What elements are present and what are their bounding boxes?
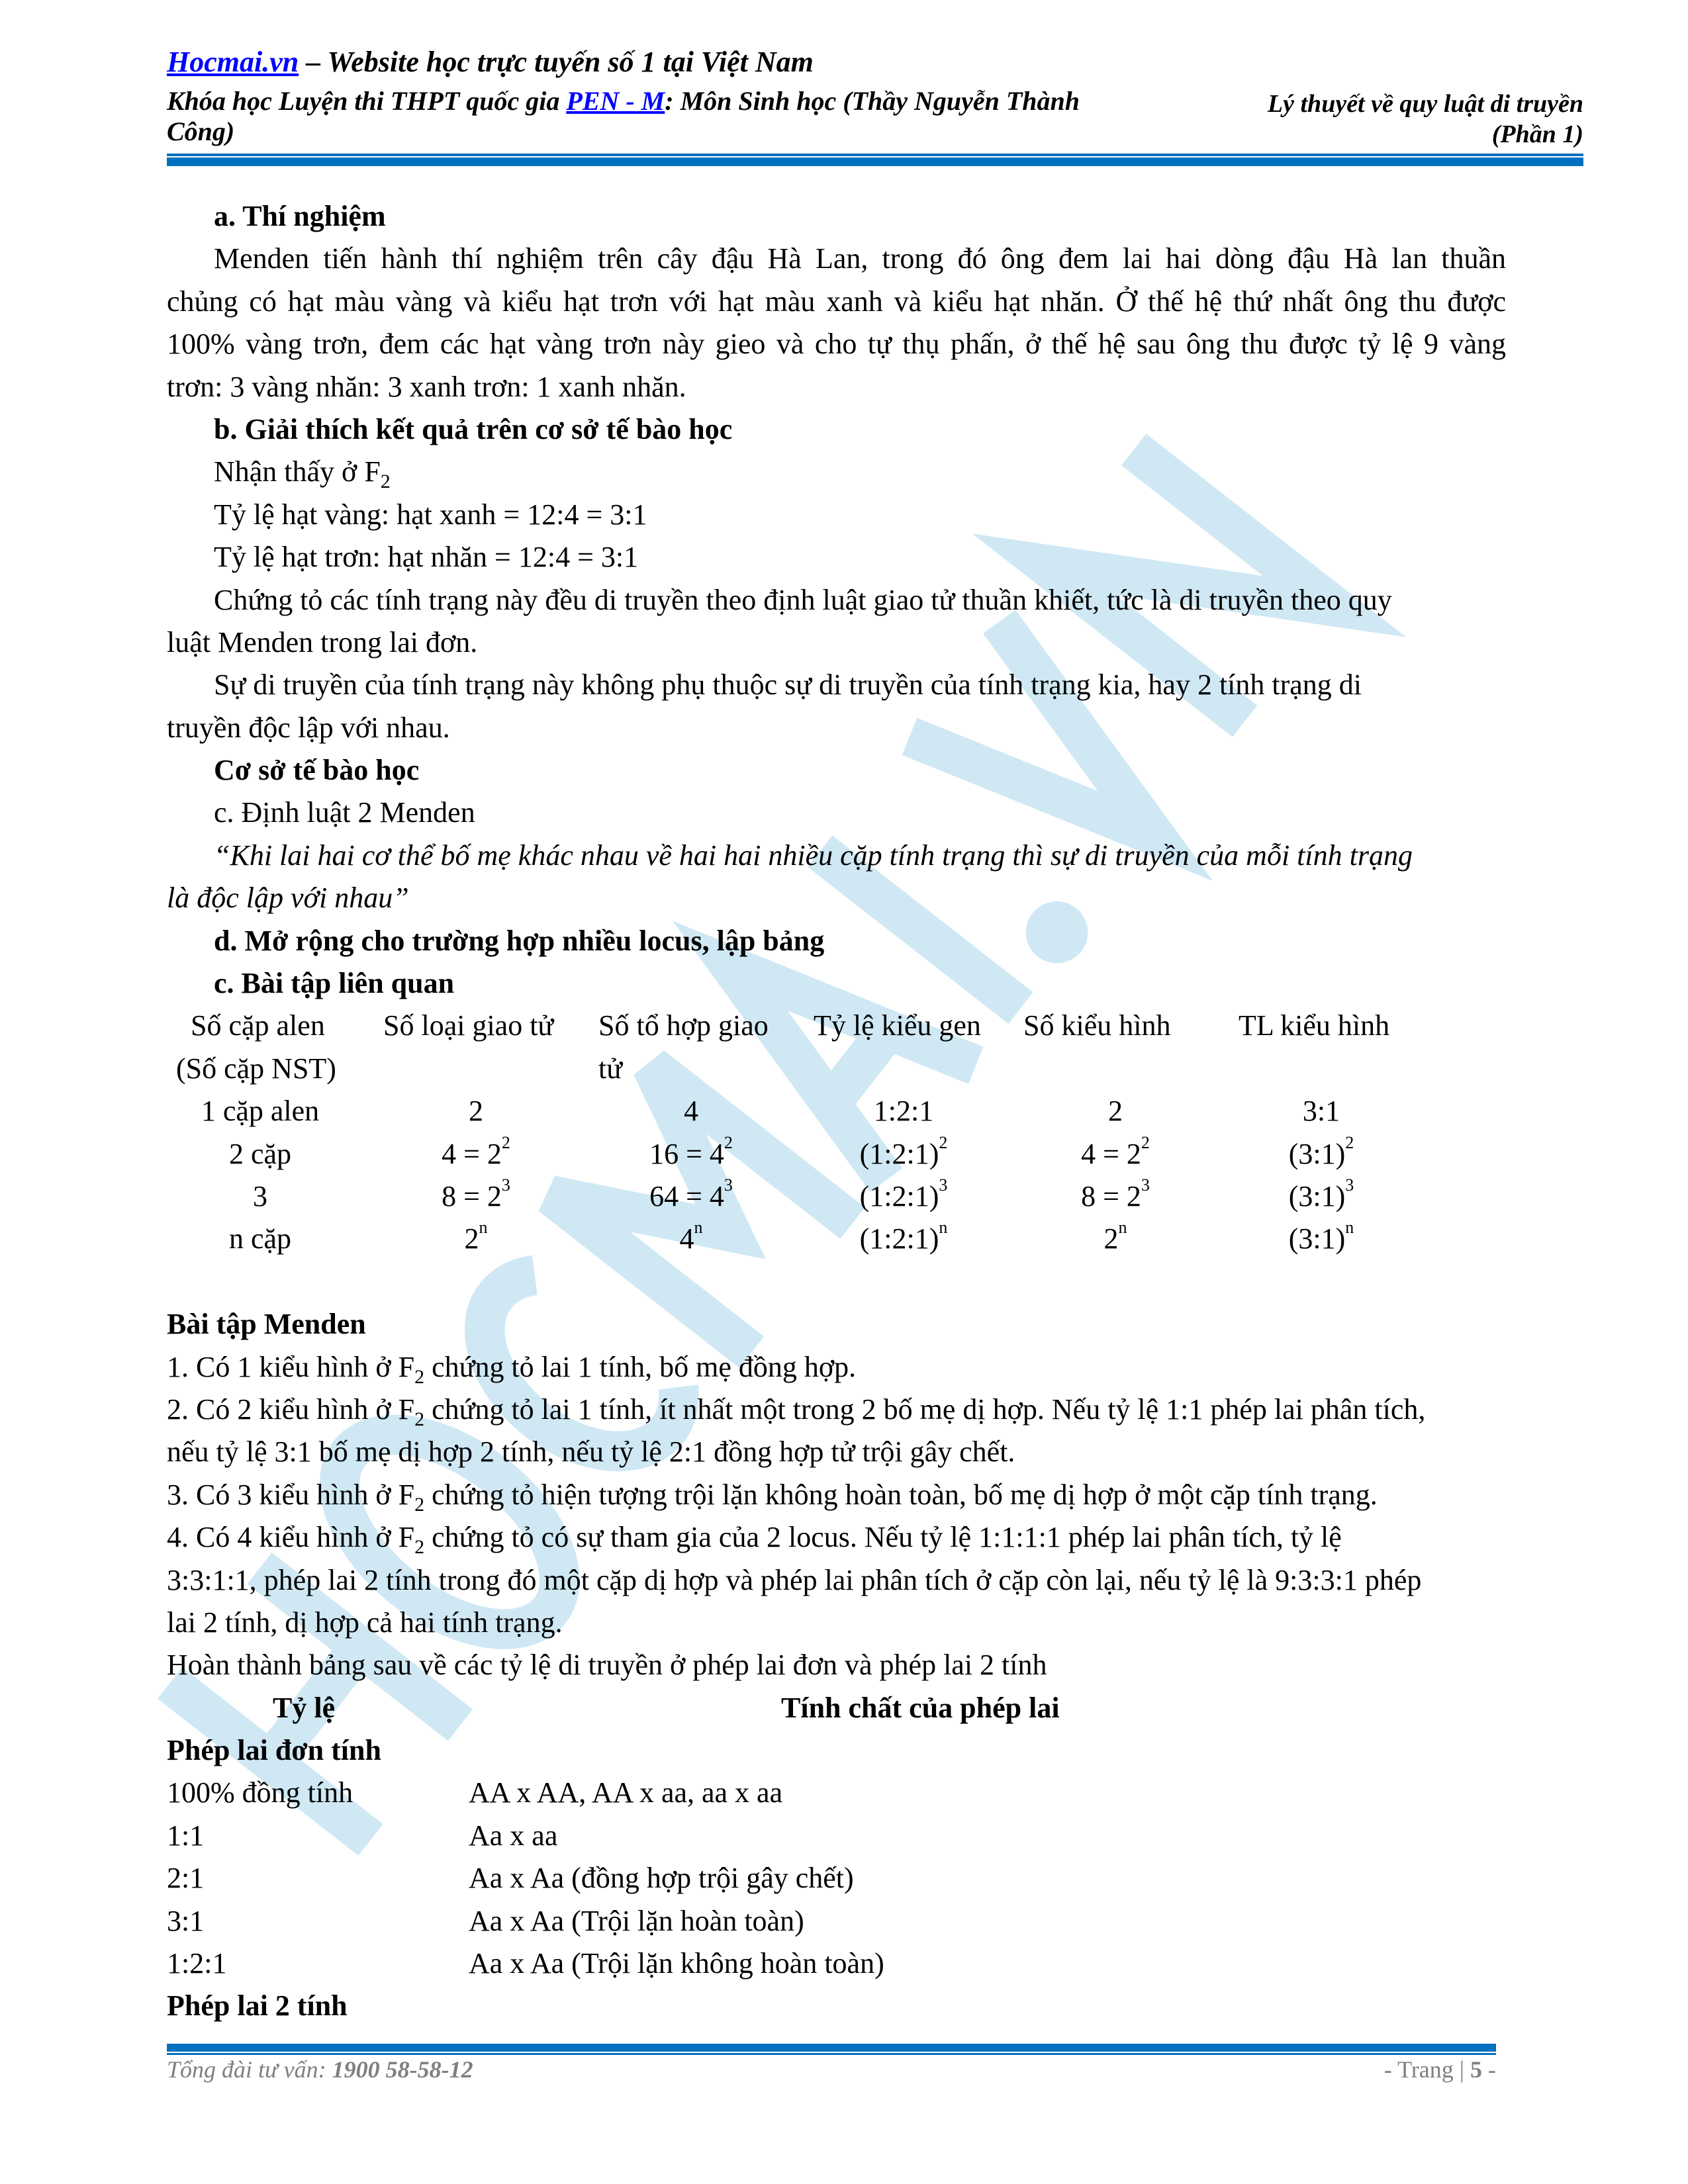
table-cell [1289,1133,1354,1175]
topic-line2: (Phần 1) [1491,120,1583,148]
para-text: 100% vàng trơn, đem các hạt vàng trơn này gieo và cho tự thụ phấn, ở thế hệ sau ông thu được tỷ lệ 9 vàng [167,328,1506,361]
sub: 2 [414,1535,425,1558]
cell-value: 2 cặp [228,1137,292,1170]
exercise-item [0,1388,1688,1431]
cross-description: Aa x aa [469,1819,558,1852]
table-cell [649,1175,733,1218]
sub: 2 [414,1408,425,1430]
header-course [167,86,1147,147]
text: chứng tỏ lai 1 tính, bố mẹ đồng hợp. [424,1350,857,1383]
text: chứng tỏ có sự tham gia của 2 locus. Nếu tỷ lệ 1:1:1:1 phép lai phân tích, tỷ lệ [424,1521,1342,1554]
cell-exponent: 2 [724,1132,733,1152]
section-a-title: a. Thí nghiệm [214,200,386,232]
cell-exponent: 2 [501,1132,510,1152]
cross-description: AA x AA, AA x aa, aa x aa [469,1776,783,1809]
footer-hotline [167,2056,473,2083]
cross-row [0,1900,1688,1942]
para-line: Chứng tỏ các tính trạng này đều di truyền theo định luật giao tử thuần khiết, tức là di truyền theo quy [214,583,1392,616]
page-suffix: - [1482,2056,1496,2083]
cell-value: 4 [679,1222,694,1255]
cell-exponent: n [939,1218,948,1238]
footer-divider [167,2044,1496,2052]
header-site-line [167,45,814,79]
footer-divider-thin [167,2053,1496,2055]
para-text: Menden tiến hành thí nghiệm trên cây đậu Hà Lan, trong đó ông đem lai hai dòng đậu Hà lan thuần [214,242,1506,275]
cell-exponent: 2 [939,1132,948,1152]
para-line: trơn: 3 vàng nhăn: 3 xanh trơn: 1 xanh nhăn. [167,370,686,403]
para-line [0,281,1688,323]
cell-exponent: 3 [939,1175,948,1195]
section-b-title: b. Giải thích kết quả trên cơ sở tế bào học [214,412,733,445]
para-line: luật Menden trong lai đơn. [167,625,478,659]
cell-exponent: 3 [1345,1175,1354,1195]
cell-exponent: n [694,1218,703,1238]
cross-description: Aa x Aa (đồng hợp trội gây chết) [469,1862,854,1895]
cross-row [0,1772,1688,1814]
table-cell [469,1090,483,1132]
table-cell [1108,1090,1123,1132]
cell-exponent: n [1345,1218,1354,1238]
cell-value: (3:1) [1288,1137,1346,1170]
cell-value: 8 = 2 [1081,1179,1141,1212]
quote-line: “Khi lai hai cơ thể bố mẹ khác nhau về hai hai nhiều cặp tính trạng thì sự di truyền của mỗi tính trạng [214,839,1413,872]
cytology-title: Cơ sở tế bào học [214,754,420,787]
table-cell [229,1133,291,1175]
hocmai-link[interactable]: Hocmai.vn [167,46,299,78]
cell-exponent: 3 [1141,1175,1150,1195]
table-header-row [0,1005,1688,1047]
table-header: tử [598,1052,623,1085]
cross-description: Aa x Aa (Trội lặn hoàn toàn) [469,1904,804,1937]
cell-value: 1:2:1 [873,1095,934,1128]
table-cell [860,1218,948,1260]
exercise-line: 3:3:1:1, phép lai 2 tính trong đó một cặp dị hợp và phép lai phân tích ở cặp còn lại, nếu tỷ lệ là 9:3:3:1 phép [167,1563,1422,1596]
table-header: Số tổ hợp giao [598,1009,769,1042]
table-cell [253,1175,267,1218]
table-cell [229,1218,291,1260]
cross-table-header [0,1687,1688,1729]
table-cell [1081,1133,1150,1175]
table-header: Tỷ lệ kiểu gen [814,1009,981,1042]
table-cell [1081,1175,1150,1218]
cell-exponent: 3 [724,1175,733,1195]
cell-value: (1:2:1) [859,1179,939,1212]
para-line [0,323,1688,365]
table-cell [1303,1090,1340,1132]
table-header: Số kiểu hình [1023,1009,1171,1042]
table-cell [1104,1218,1127,1260]
table-cell [442,1175,510,1218]
exercise-item [0,1474,1688,1516]
text: 2. Có 2 kiểu hình ở F [167,1392,415,1426]
table-row [0,1133,1688,1175]
cell-value: (1:2:1) [859,1137,939,1170]
para-line [0,238,1688,280]
ratio: 3:1 [167,1904,205,1937]
cell-value: (3:1) [1288,1222,1346,1255]
quote-line: là độc lập với nhau” [167,882,409,915]
table-cell [860,1175,948,1218]
header-property: Tính chất của phép lai [781,1691,1060,1724]
cell-value: 4 [684,1095,698,1128]
header-tagline: – Website học trực tuyến số 1 tại Việt Nam [299,46,814,78]
exercise-item [0,1516,1688,1559]
cell-value: 1 cặp alen [201,1095,320,1128]
exercise-line: lai 2 tính, dị hợp cả hai tính trạng. [167,1606,563,1639]
header-divider-thin [167,154,1583,156]
table-header: (Số cặp NST) [176,1052,336,1085]
table-header: Số cặp alen [191,1009,325,1042]
table-cell [442,1133,510,1175]
law-title: c. Định luật 2 Menden [214,796,475,829]
table-header-row [0,1048,1688,1090]
f2-note [0,451,1688,493]
topic-line1: Lý thuyết về quy luật di truyền [1267,90,1583,118]
table-header: Số loại giao tử [383,1009,554,1042]
table-row [0,1090,1688,1132]
table-cell [1289,1218,1354,1260]
ratio: 1:1 [167,1819,205,1852]
text: 4. Có 4 kiểu hình ở F [167,1521,415,1554]
page-number: 5 [1470,2056,1482,2083]
para-line: Sự di truyền của tính trạng này không phụ thuộc sự di truyền của tính trạng kia, hay 2 tính trạng di [214,668,1362,702]
para-line: truyền độc lập với nhau. [167,711,450,744]
table-cell [680,1218,703,1260]
text: chứng tỏ hiện tượng trội lặn không hoàn toàn, bố mẹ dị hợp ở một cặp tính trạng. [424,1478,1378,1511]
f2-text: Nhận thấy ở F [214,455,381,488]
table-row [0,1218,1688,1260]
spacer [0,1261,1688,1303]
course-suffix: : Môn Sinh học (Thầy Nguyễn Thành Công) [167,86,1080,146]
cell-value: 8 = 2 [442,1179,502,1212]
cross-description: Aa x Aa (Trội lặn không hoàn toàn) [469,1947,884,1980]
para-text: chủng có hạt màu vàng và kiểu hạt trơn với hạt màu xanh và kiểu hạt nhăn. Ở thế hệ thứ nhất ông thu được [167,285,1506,318]
cross-row [0,1857,1688,1899]
text: 1. Có 1 kiểu hình ở F [167,1350,415,1383]
section-d-title: d. Mở rộng cho trường hợp nhiều locus, lập bảng [214,924,825,957]
cell-exponent: n [1118,1218,1127,1238]
table-cell [201,1090,319,1132]
cell-value: 2 [464,1222,479,1255]
page-prefix: - Trang | [1383,2056,1470,2083]
header-divider [167,158,1583,166]
cell-value: 2 [1108,1095,1123,1128]
table-cell [860,1133,948,1175]
table-row [0,1175,1688,1218]
section-c2-title: c. Bài tập liên quan [214,967,455,1000]
group-single: Phép lai đơn tính [167,1734,381,1767]
cell-value: 4 = 2 [442,1137,502,1170]
cell-exponent: 3 [501,1175,510,1195]
ratio: 2:1 [167,1862,205,1895]
cell-value: 2 [1103,1222,1119,1255]
text: chứng tỏ lai 1 tính, ít nhất một trong 2 bố mẹ dị hợp. Nếu tỷ lệ 1:1 phép lai phân tích, [424,1392,1426,1426]
f2-sub: 2 [380,471,391,493]
cell-value: 3:1 [1302,1095,1340,1128]
ratio: 1:2:1 [167,1947,227,1980]
cross-row [0,1815,1688,1857]
table-cell [1289,1175,1354,1218]
table-cell [684,1090,698,1132]
cell-exponent: 2 [1345,1132,1354,1152]
ratio-shape: Tỷ lệ hạt trơn: hạt nhăn = 12:4 = 3:1 [214,541,639,574]
ratio: 100% đồng tính [167,1776,353,1809]
exercises-title: Bài tập Menden [167,1308,366,1341]
cell-value: 16 = 4 [649,1137,724,1170]
hotline-label: Tổng đài tư vấn: [167,2056,332,2083]
cell-value: 3 [253,1179,267,1212]
cell-value: 2 [469,1095,483,1128]
ratio-color: Tỷ lệ hạt vàng: hạt xanh = 12:4 = 3:1 [214,498,647,531]
document-body [0,195,1688,2028]
cell-value: 4 = 2 [1081,1137,1141,1170]
header-ratio: Tỷ lệ [273,1691,336,1724]
footer-page [1384,2056,1496,2083]
header-topic [1268,89,1583,150]
cross-row [0,1942,1688,1985]
exercise-item [0,1346,1688,1388]
complete-instruction: Hoàn thành bảng sau về các tỷ lệ di truyền ở phép lai đơn và phép lai 2 tính [167,1649,1047,1682]
cell-value: n cặp [228,1222,292,1255]
table-cell [465,1218,488,1260]
pen-m-link[interactable]: PEN - M [566,86,665,116]
cell-exponent: 2 [1141,1132,1150,1152]
table-header: TL kiểu hình [1239,1009,1390,1042]
cell-value: 64 = 4 [649,1179,724,1212]
course-prefix: Khóa học Luyện thi THPT quốc gia [167,86,567,116]
cell-value: (1:2:1) [859,1222,939,1255]
table-cell [874,1090,933,1132]
sub: 2 [414,1493,425,1516]
table-cell [649,1133,733,1175]
hotline-number: 1900 58-58-12 [332,2056,473,2083]
cell-value: (3:1) [1288,1179,1346,1212]
cell-exponent: n [479,1218,488,1238]
sub: 2 [414,1365,425,1388]
group-double: Phép lai 2 tính [167,1989,348,2023]
text: 3. Có 3 kiểu hình ở F [167,1478,415,1511]
exercise-line: nếu tỷ lệ 3:1 bố mẹ dị hợp 2 tính, nếu tỷ lệ 2:1 đồng hợp tử trội gây chết. [167,1435,1015,1469]
